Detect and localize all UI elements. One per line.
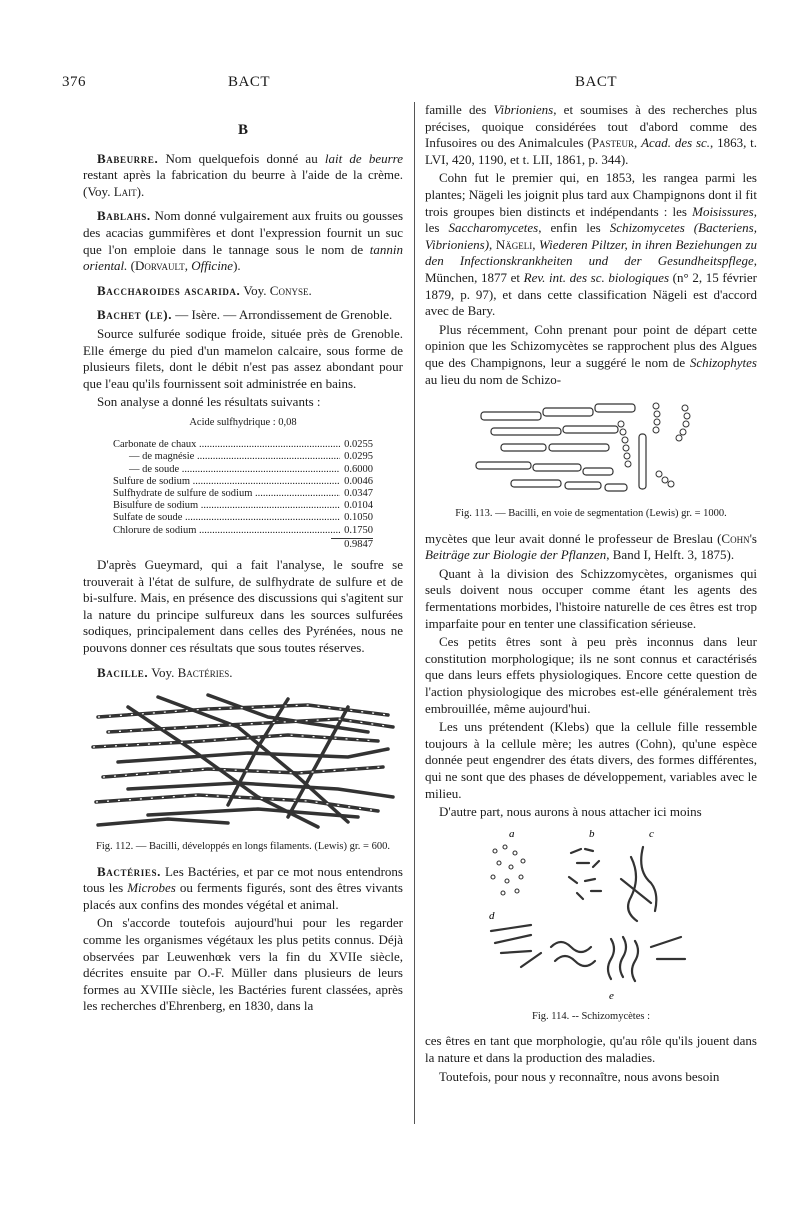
figure-114-caption: Fig. 114. -- Schizomycètes : bbox=[531, 1010, 650, 1022]
left-column bbox=[83, 102, 403, 1017]
entry-bacille: Bacille. Voy. Bactéries. bbox=[97, 664, 233, 680]
figure-114-label-c: c bbox=[649, 827, 654, 840]
accorde-paragraph: On s'accorde toutefois aujourd'hui pour les regarder comme les organismes végétaux les plus petits connus. Déjà observées par Leuwenhœk vers la fin du XVIIe siècle, décrites ensuite par O.-F. Müller dans plusieurs de leurs formes au XVIIIe siècle, les Bactéries furent classées, après les recherches d'Ehrenberg, en 1830, dans la bbox=[83, 915, 403, 1014]
table-row: — de magnésie ..... 0.0295 bbox=[113, 451, 373, 463]
figure-114-label-a: a bbox=[509, 827, 515, 840]
page-number: 376 bbox=[62, 74, 86, 90]
morphologie-paragraph: ces êtres en tant que morphologie, qu'au rôle qu'ils jouent dans la nature et dans la production des maladies. bbox=[425, 1033, 757, 1065]
figure-112-bacilli-filaments bbox=[88, 687, 398, 835]
column-divider bbox=[414, 102, 415, 1124]
entry-bachet: Bachet (le). — Isère. — Arrondissement de Grenoble. bbox=[97, 307, 393, 323]
table-row: — de soude ..... 0.6000 bbox=[113, 464, 373, 476]
cohn-paragraph: Cohn fut le premier qui, en 1853, les rangea parmi les plantes; Nägeli les joignit plus tard aux Champignons dont il fit trois groupes bien distincts et indépendants : les Moisissures, les Saccharomycetes, enfin les Schizomycetes (Bacteriens, Vibrioniens), Nägeli, Wiederen Piltzer, in ihren Beziehungen zu den Infectionskrankheiten und der Gesundheitspflege, München, 1877 et Rev. int. des sc. biologiques (n° 2, 15 février 1879, p. 97), et dans cette classification Nägeli est d'accord avec de Bary. bbox=[425, 170, 758, 319]
petits-etres-paragraph: Ces petits êtres sont à peu près inconnus dans leur constitution morphologique; ils ne sont connus et caractérisés que dans leurs effets physiologiques. Encore cette question de l'action physiologique des microbes est-elle généralement très embrouillée, même aujourd'hui. bbox=[425, 634, 757, 716]
figure-113-caption: Fig. 113. — Bacilli, en voie de segmentation (Lewis) gr. = 1000. bbox=[455, 508, 727, 520]
table-row: Bisulfure de sodium ..... 0.0104 bbox=[113, 500, 373, 512]
breslau-paragraph: mycètes que leur avait donné le professeur de Breslau (Cohn's Beiträge zur Biologie der Pflanzen, Band I, Helft. 3, 1875). bbox=[425, 530, 757, 563]
entry-babeurre: Babeurre. Nom quelquefois donné au lait de beurre restant après la fabrication du beurre à l'aide de la crème. (Voy. Lait). bbox=[83, 150, 403, 199]
toutefois-paragraph: Toutefois, pour nous y reconnaître, nous avons besoin bbox=[439, 1068, 720, 1084]
figure-112-caption: Fig. 112. — Bacilli, développés en longs filaments. (Lewis) gr. = 600. bbox=[96, 841, 390, 853]
table-row: Carbonate de chaux ..... 0.0255 bbox=[113, 439, 373, 451]
running-title-right: BACT bbox=[575, 74, 618, 90]
source-paragraph: Source sulfurée sodique froide, située près de Grenoble. Elle émerge du pied d'un mamelon calcaire, sous forme de plusieurs filets, dont le débit n'est pas assez abondant pour que l'eau qu'ils fournissent soit administrée en bains. bbox=[83, 325, 403, 391]
section-letter: B bbox=[237, 122, 248, 138]
analysis-intro: Son analyse a donné les résultats suivants : bbox=[97, 394, 321, 410]
figure-114-label-e: e bbox=[609, 989, 614, 1002]
figure-114-label-d: d bbox=[489, 909, 495, 922]
klebs-paragraph: Les uns prétendent (Klebs) que la cellule fille ressemble toujours à la cellule mère; les autres (Cohn), qu'une espèce donnée peut engendrer des états divers, des formes différentes, qui ne sont que des phases de développement, variables avec le milieu. bbox=[425, 719, 757, 801]
table-row: Sulfhydrate de sulfure de sodium ..... 0.0347 bbox=[113, 488, 373, 500]
analysis-table bbox=[113, 417, 373, 551]
right-column bbox=[425, 102, 757, 1087]
entry-bablahs: Bablahs. Nom donné vulgairement aux fruits ou gousses des acacias gummifères et dont l'expression fournit un suc que l'on emploie dans le tannage sous le nom de tannin oriental. (Dorvault, Officine). bbox=[83, 208, 403, 274]
entry-bacteries: Bactéries. Les Bactéries, et par ce mot nous entendrons tous les Microbes ou ferments figurés, sont des êtres vivants placés aux confins des mondes végétal et animal. bbox=[83, 863, 403, 912]
figure-114-label-b: b bbox=[589, 827, 595, 840]
running-title-left: BACT bbox=[228, 74, 271, 90]
figure-113-segmenting-bacilli bbox=[471, 394, 711, 502]
division-paragraph: Quant à la division des Schizzomycètes, organismes qui seuls doivent nous occuper comme étant les agents des fermentations morbides, l'histoire naturelle de ces êtres est trop imparfaite pour en tenter une classification sérieuse. bbox=[425, 565, 757, 631]
recemment-paragraph: Plus récemment, Cohn prenant pour point de départ cette opinion que les Schizomycètes se rapprochent plus des Algues que des Champignons, leur a suggéré le nom de Schizophytes au lieu du nom de Schizo- bbox=[425, 321, 757, 387]
entry-baccharoides: Baccharoides ascarida. Voy. Conyse. bbox=[97, 282, 312, 298]
table-row: Chlorure de sodium ..... 0.1750 bbox=[113, 525, 373, 537]
figure-114-schizomycetes bbox=[481, 827, 701, 1005]
table-head: Acide sulfhydrique : 0,08 bbox=[189, 416, 297, 428]
table-total: 0.9847 bbox=[331, 538, 373, 551]
vibrioniens-paragraph: famille des Vibrioniens, et soumises à des recherches plus précises, quoique considérées tout d'abord comme des Infusoires ou des Animalcules (Pasteur, Acad. des sc., 1863, t. LVI, 420, 1190, et t. LII, 1861, p. 344). bbox=[425, 102, 757, 167]
autre-part-paragraph: D'autre part, nous aurons à nous attacher ici moins bbox=[439, 804, 702, 820]
table-row: Sulfate de soude ..... 0.1050 bbox=[113, 512, 373, 524]
gueymard-paragraph: D'après Gueymard, qui a fait l'analyse, le soufre se trouverait à l'état de sulfure, de sulfhydrate de sulfure et de bi-sulfure. Mais, en présence des discussions qui s'agitent sur la nature du principe sulfureux dans les sources sulfurées sodiques, principalement dans celles des Pyrénées, nous ne pouvons donner ces résultats que sous toutes réserves. bbox=[83, 556, 403, 655]
table-row: Sulfure de sodium ..... 0.0046 bbox=[113, 476, 373, 488]
